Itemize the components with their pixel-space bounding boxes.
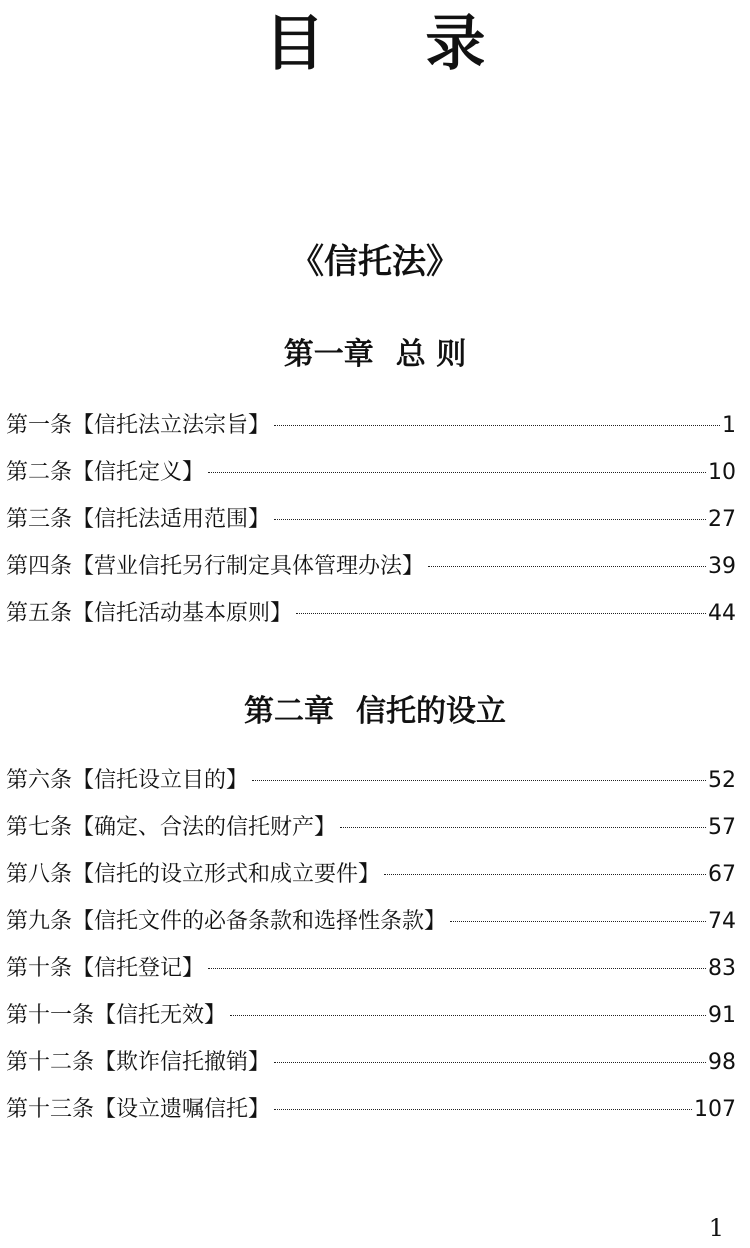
- toc-entry[interactable]: [6, 1039, 736, 1086]
- article-number: 第四条: [6, 554, 73, 579]
- toc-section-2: [6, 757, 736, 1133]
- dot-leader: [252, 780, 706, 781]
- page-number: 1: [708, 1214, 724, 1242]
- article-number: 第十二条: [6, 1050, 95, 1075]
- chapter-title: [0, 690, 750, 734]
- article-topic: 【信托法立法宗旨】: [72, 413, 271, 438]
- chapter-title: [0, 333, 750, 377]
- dot-leader: [208, 968, 706, 969]
- page-title: 目 录: [264, 9, 526, 79]
- dot-leader: [274, 1062, 706, 1063]
- article-number: 第二条: [6, 460, 73, 485]
- page-ref: 57: [708, 815, 736, 840]
- article-topic: 【信托的设立形式和成立要件】: [72, 862, 381, 887]
- dot-leader: [450, 921, 706, 922]
- article-topic: 【信托活动基本原则】: [72, 601, 293, 626]
- chapter-name: 总 则: [395, 337, 467, 372]
- dot-leader: [340, 827, 706, 828]
- dot-leader: [274, 519, 706, 520]
- dot-leader: [274, 1109, 692, 1110]
- toc-section-1: [6, 402, 736, 637]
- toc-entry[interactable]: [6, 804, 736, 851]
- article-number: 第六条: [6, 768, 73, 793]
- article-topic: 【信托定义】: [72, 460, 205, 485]
- page-ref: 91: [708, 1003, 736, 1028]
- page-ref: 98: [708, 1050, 736, 1075]
- toc-entry[interactable]: [6, 945, 736, 992]
- page-ref: 1: [722, 413, 736, 438]
- toc-entry[interactable]: [6, 757, 736, 804]
- toc-entry[interactable]: [6, 449, 736, 496]
- dot-leader: [208, 472, 706, 473]
- article-number: 第十三条: [6, 1097, 95, 1122]
- article-topic: 【信托登记】: [72, 956, 205, 981]
- article-topic: 【欺诈信托撤销】: [94, 1050, 271, 1075]
- toc-entry[interactable]: [6, 898, 736, 945]
- article-number: 第一条: [6, 413, 73, 438]
- toc-entry[interactable]: [6, 851, 736, 898]
- toc-entry[interactable]: [6, 590, 736, 637]
- chapter-name: 信托的设立: [356, 694, 506, 729]
- page-ref: 52: [708, 768, 736, 793]
- toc-entry[interactable]: [6, 992, 736, 1039]
- article-number: 第十一条: [6, 1003, 95, 1028]
- chapter-number: 第一章: [283, 337, 374, 372]
- law-title: 《信托法》: [290, 242, 460, 282]
- dot-leader: [384, 874, 706, 875]
- article-topic: 【信托法适用范围】: [72, 507, 271, 532]
- page-ref: 83: [708, 956, 736, 981]
- page-ref: 107: [694, 1097, 736, 1122]
- toc-entry[interactable]: [6, 1086, 736, 1133]
- page-ref: 10: [708, 460, 736, 485]
- article-number: 第五条: [6, 601, 73, 626]
- article-number: 第十条: [6, 956, 73, 981]
- page-ref: 27: [708, 507, 736, 532]
- article-number: 第八条: [6, 862, 73, 887]
- chapter-number: 第二章: [244, 694, 334, 729]
- article-number: 第三条: [6, 507, 73, 532]
- dot-leader: [296, 613, 706, 614]
- page-ref: 44: [708, 601, 736, 626]
- dot-leader: [230, 1015, 706, 1016]
- page-ref: 67: [708, 862, 736, 887]
- toc-entry[interactable]: [6, 543, 736, 590]
- dot-leader: [274, 425, 720, 426]
- article-topic: 【信托文件的必备条款和选择性条款】: [72, 909, 447, 934]
- toc-entry[interactable]: [6, 402, 736, 449]
- article-topic: 【设立遗嘱信托】: [94, 1097, 271, 1122]
- article-topic: 【确定、合法的信托财产】: [72, 815, 337, 840]
- article-topic: 【营业信托另行制定具体管理办法】: [72, 554, 425, 579]
- toc-entry[interactable]: [6, 496, 736, 543]
- article-topic: 【信托无效】: [94, 1003, 227, 1028]
- page-ref: 74: [708, 909, 736, 934]
- dot-leader: [428, 566, 706, 567]
- page-ref: 39: [708, 554, 736, 579]
- article-number: 第七条: [6, 815, 73, 840]
- article-topic: 【信托设立目的】: [72, 768, 249, 793]
- article-number: 第九条: [6, 909, 73, 934]
